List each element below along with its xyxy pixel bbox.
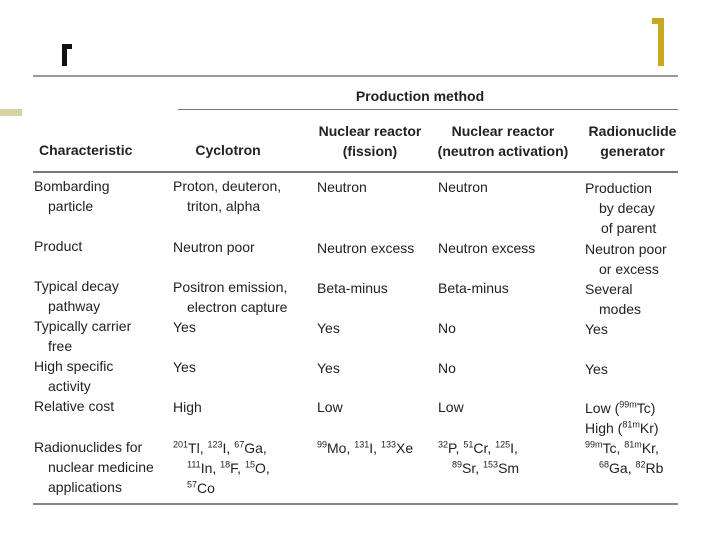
header-cyclotron: Cyclotron [195, 142, 261, 158]
nuclide: $^{153}$Sm [483, 459, 520, 476]
header-bottom-rule [33, 171, 678, 173]
row-nuclides-generator [585, 438, 663, 478]
row-specific-cyclotron: Yes [173, 359, 196, 375]
row-specific-label: High specific activity [34, 358, 114, 394]
nuclide: $^{51}$Cr, [463, 439, 496, 456]
nuclide: $^{32}$P, [438, 439, 464, 456]
row-decay-fission: Beta-minus [317, 280, 388, 296]
row-product-activation: Neutron excess [438, 240, 536, 256]
table-bottom-rule [33, 503, 678, 505]
nuclide: $^{18}$F, [220, 459, 245, 476]
nuclide: $^{67}$Ga, [234, 439, 267, 456]
row-particle-generator: Production by decay of parent [585, 180, 657, 236]
nuclide: $^{125}$I, [495, 439, 518, 456]
nuclide: $^{89}$Sr, [452, 459, 484, 476]
row-product-fission: Neutron excess [317, 240, 415, 256]
nuclide: $^{111}$In, [187, 459, 221, 476]
row-carrier-cyclotron: Yes [173, 319, 196, 335]
row-product-label: Product [34, 238, 83, 254]
header-fission [310, 121, 430, 161]
row-cost-generator [585, 398, 659, 438]
row-specific-generator: Yes [585, 361, 608, 377]
row-cost-fission: Low [317, 399, 343, 415]
row-particle-label: Bombarding particle [34, 178, 110, 214]
nuclide: $^{123}$I, [207, 439, 235, 456]
cost-generator-low: Low ($^{99m}$Tc) [585, 399, 656, 416]
row-decay-label: Typical decay pathway [34, 278, 119, 314]
corner-bracket-left [62, 44, 72, 66]
table-top-rule [33, 75, 678, 77]
nuclide: $^{133}$Xe [380, 439, 414, 456]
nuclide: $^{131}$I, [354, 439, 381, 456]
nuclide: $^{99m}$Tc, [585, 439, 625, 456]
row-product-generator: Neutron poor or excess [585, 241, 667, 277]
row-nuclides-fission [317, 438, 413, 458]
row-particle-fission: Neutron [317, 179, 367, 195]
header-characteristic: Characteristic [39, 142, 133, 158]
row-cost-cyclotron: High [173, 399, 202, 415]
nuclide: $^{15}$O, [244, 459, 270, 476]
row-decay-generator: Several modes [585, 281, 642, 317]
row-particle-cyclotron: Proton, deuteron, triton, alpha [173, 178, 282, 214]
nuclide: $^{201}$Tl, [173, 439, 208, 456]
nuclide: $^{57}$Co [187, 479, 215, 496]
row-nuclides-activation [438, 438, 519, 478]
header-generator-line1: Radionuclide [588, 123, 677, 139]
nuclide: $^{99}$Mo, [317, 439, 355, 456]
header-activation [433, 121, 573, 161]
row-particle-activation: Neutron [438, 179, 488, 195]
row-cost-label: Relative cost [34, 398, 115, 414]
row-specific-fission: Yes [317, 360, 340, 376]
header-activation-line2: (neutron activation) [437, 143, 569, 159]
nuclide: $^{82}$Rb [635, 459, 664, 476]
row-carrier-activation: No [438, 320, 456, 336]
corner-bracket-right [652, 18, 664, 66]
row-nuclides-cyclotron [173, 438, 270, 498]
row-specific-activation: No [438, 360, 456, 376]
row-nuclides-label: Radionuclides for nuclear medicine applications [34, 439, 154, 495]
row-cost-activation: Low [438, 399, 464, 415]
row-decay-cyclotron: Positron emission, electron capture [173, 279, 288, 315]
row-carrier-generator: Yes [585, 321, 608, 337]
cost-generator-high: High ($^{81m}$Kr) [585, 419, 659, 436]
row-decay-activation: Beta-minus [438, 280, 509, 296]
row-carrier-fission: Yes [317, 320, 340, 336]
header-generator [580, 121, 685, 161]
nuclide: $^{68}$Ga, [599, 459, 636, 476]
header-activation-line1: Nuclear reactor [451, 123, 555, 139]
row-carrier-label: Typically carrier free [34, 318, 132, 354]
production-method-heading: Production method [355, 88, 485, 104]
header-fission-line2: (fission) [342, 143, 398, 159]
nuclide: $^{81m}$Kr, [624, 439, 659, 456]
header-generator-line2: generator [600, 143, 665, 159]
header-fission-line1: Nuclear reactor [318, 123, 422, 139]
accent-bar [0, 109, 22, 116]
row-product-cyclotron: Neutron poor [173, 239, 255, 255]
production-method-rule [178, 109, 678, 110]
